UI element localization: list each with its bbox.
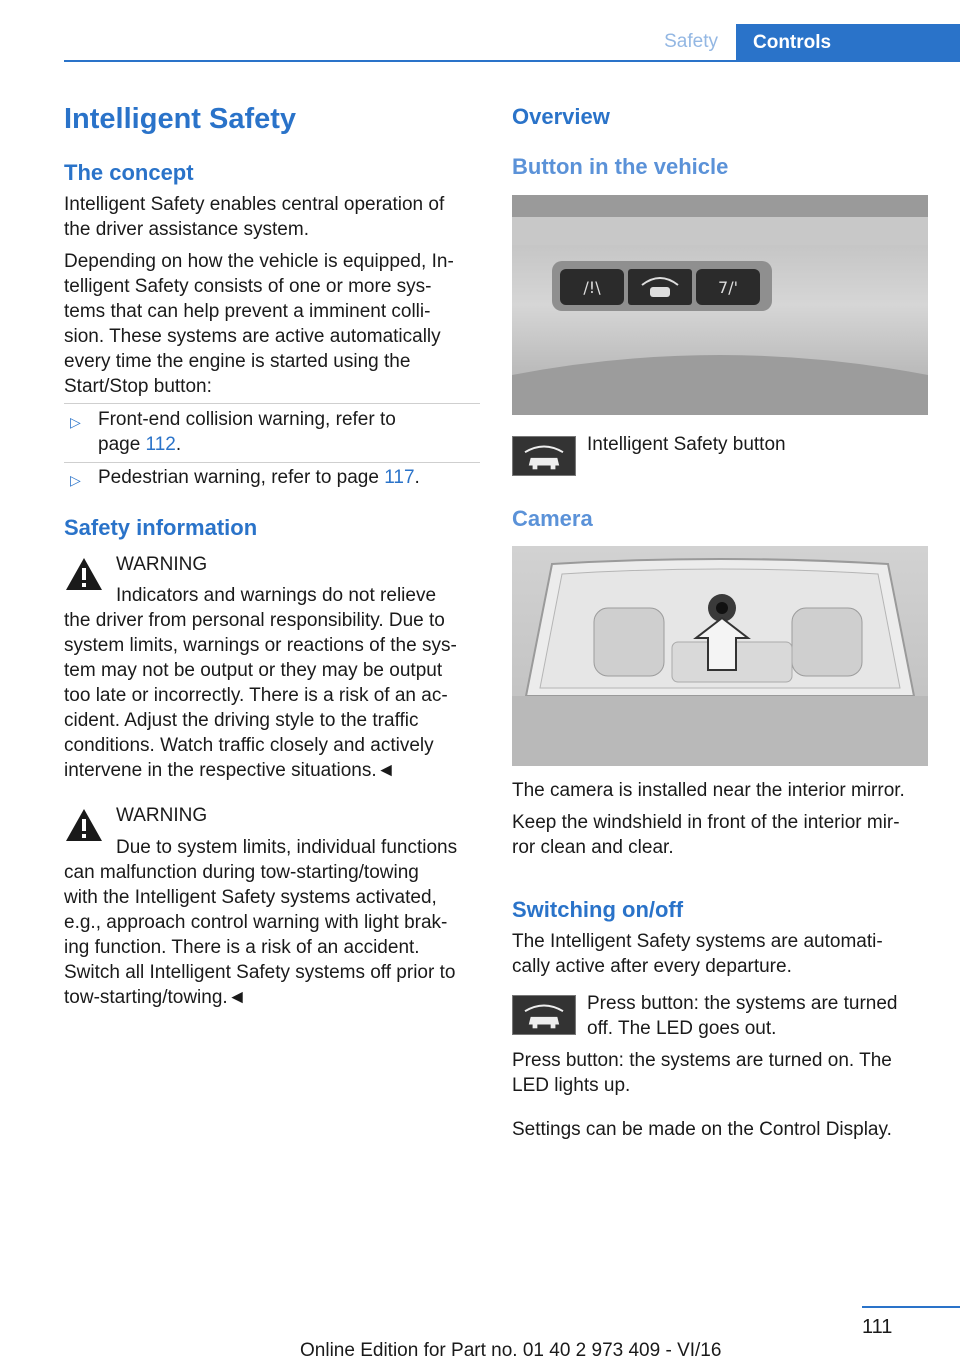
camera-heading: Camera	[512, 506, 593, 531]
svg-text:7/': 7/'	[718, 278, 738, 297]
footer-rule	[862, 1306, 960, 1308]
concept-paragraph-1: Intelligent Safety enables central operation of the driver assistance system.	[64, 194, 445, 240]
warning-text-2: Due to system limits, individual functions can malfunction during tow-starting/towing with the Intelligent Safety systems activated, e.g., approach control warning with light brak- ing function. There is a risk of an accident. Switch all Intelligent Safety systems off prior to tow-starting/towing.◄	[64, 837, 458, 1008]
footer-edition: Online Edition for Part no. 01 40 2 973 409 - VI/16	[300, 1340, 722, 1361]
camera-photo	[512, 546, 928, 766]
intelligent-safety-symbol-icon	[512, 995, 576, 1035]
switch-paragraph-2: Press button: the systems are turned on. The LED lights up.	[512, 1050, 892, 1096]
camera-paragraph-2: Keep the windshield in front of the interior mir- ror clean and clear.	[512, 812, 900, 858]
bullet-item-front-collision: Front-end collision warning, refer to page 112.	[98, 409, 396, 455]
warning-label: WARNING	[116, 805, 208, 826]
bullet-item-pedestrian: Pedestrian warning, refer to page 117.	[98, 467, 420, 488]
concept-paragraph-2: Depending on how the vehicle is equipped, In- telligent Safety consists of one or more sys- tems that can help prevent a imminent colli- sion. These systems are active automatically every time the engine is started using the Start/Stop button:	[64, 251, 454, 397]
intelligent-safety-symbol-icon	[512, 436, 576, 476]
bullet-divider-top	[64, 403, 480, 404]
header-rule	[64, 60, 960, 62]
bullet-marker-icon: ▷	[70, 414, 81, 430]
bullet-divider-mid	[64, 462, 480, 463]
page-number: 111	[862, 1316, 893, 1338]
page-link-117[interactable]: 117	[384, 467, 415, 488]
switch-paragraph-3: Settings can be made on the Control Display.	[512, 1119, 892, 1140]
safety-heading: Safety information	[64, 515, 258, 540]
warning-label: WARNING	[116, 554, 208, 575]
overview-heading: Overview	[512, 104, 610, 129]
switch-heading: Switching on/off	[512, 897, 684, 922]
header-section-tab[interactable]: Safety	[664, 31, 718, 52]
svg-text:/!\: /!\	[583, 278, 601, 297]
button-caption: Intelligent Safety button	[587, 434, 786, 455]
camera-paragraph-1: The camera is installed near the interior mirror.	[512, 780, 905, 801]
concept-heading: The concept	[64, 160, 194, 185]
button-heading: Button in the vehicle	[512, 154, 729, 179]
switch-icon-text: Press button: the systems are turned off. The LED goes out.	[587, 993, 898, 1039]
page-link-112[interactable]: 112	[145, 434, 176, 455]
page-title: Intelligent Safety	[64, 103, 297, 135]
warning-text-1: Indicators and warnings do not relieve the driver from personal responsibility. Due to system limits, warnings or reactions of the sys- tem may not be output or they may be output too late or incorrectly. There is a risk of an ac- cident. Adjust the driving style to the traffic conditions. Watch traffic closely and actively intervene in the respective situations.◄	[64, 585, 457, 781]
button-photo	[512, 195, 928, 415]
switch-paragraph-1: The Intelligent Safety systems are automati- cally active after every departure.	[512, 931, 883, 977]
header-chapter-tab[interactable]: Controls	[736, 24, 960, 62]
bullet-marker-icon: ▷	[70, 472, 81, 488]
